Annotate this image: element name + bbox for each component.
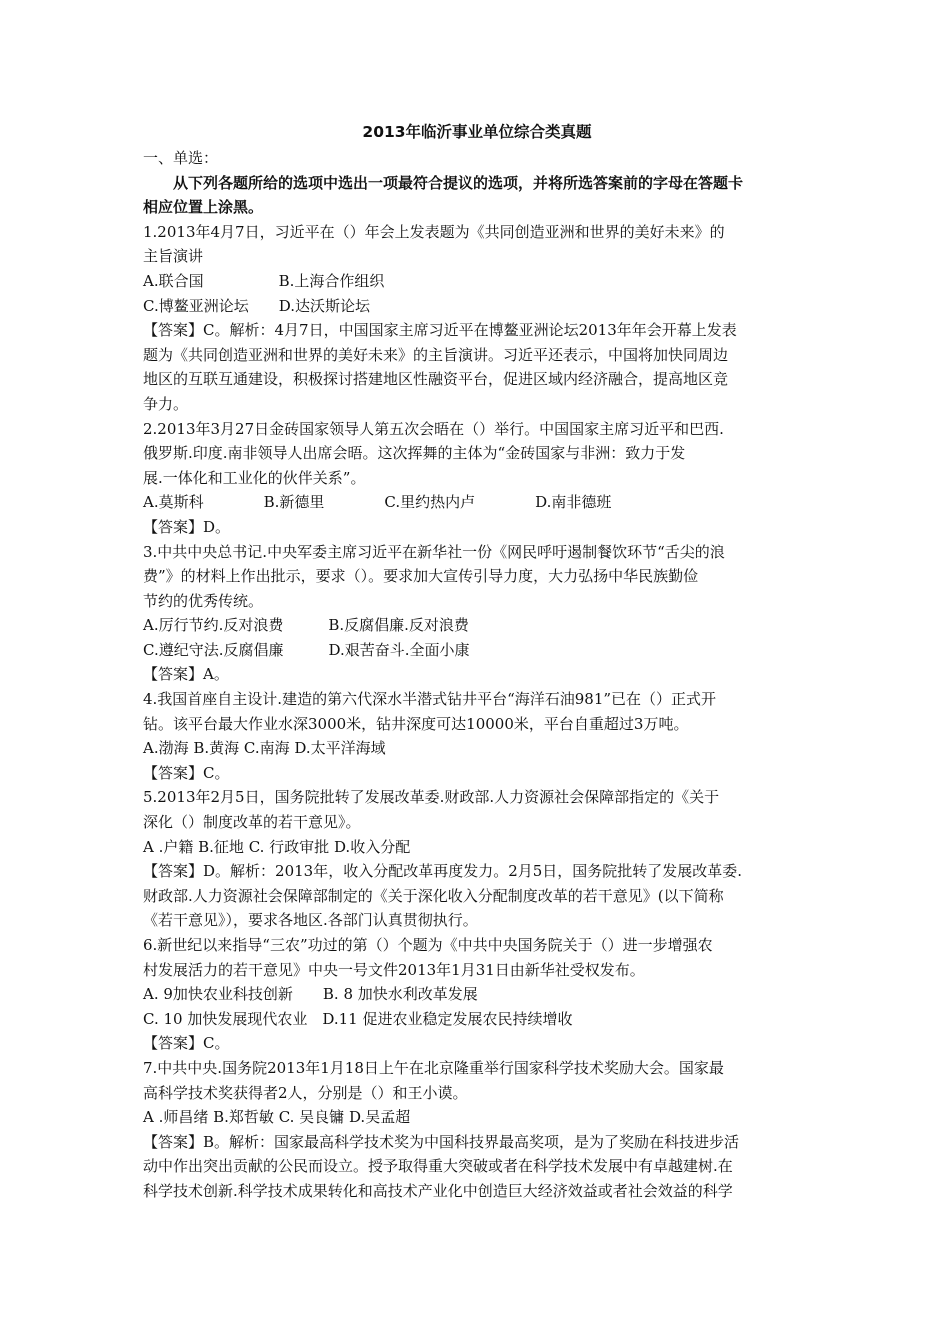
text-line: 【答案】D。解析：2013年，收入分配改革再度发力。2月5日，国务院批转了发展改革委. xyxy=(143,862,743,881)
text-line: A .师昌绪 B.郑哲敏 C. 吴良镛 D.吴孟超 xyxy=(143,1108,411,1127)
text-line: 【答案】C。 xyxy=(143,1034,230,1053)
text-line: A.渤海 B.黄海 C.南海 D.太平洋海域 xyxy=(143,739,386,758)
text-line: 4.我国首座自主设计.建造的第六代深水半潜式钻井平台“海洋石油981”已在（）正式开 xyxy=(143,690,717,709)
text-line: 【答案】C。 xyxy=(143,763,230,782)
document-title: 2013年临沂事业单位综合类真题 xyxy=(362,123,592,141)
text-line: A. 9加快农业科技创新 B. 8 加快水利改革发展 xyxy=(143,985,478,1004)
text-line: 展.一体化和工业化的伙伴关系”。 xyxy=(143,468,366,487)
text-line: 俄罗斯.印度.南非领导人出席会晤。这次挥舞的主体为“金砖国家与非洲：致力于发 xyxy=(143,444,686,463)
text-line: 地区的互联互通建设，积极探讨搭建地区性融资平台，促进区域内经济融合，提高地区竞 xyxy=(143,370,729,389)
document-body xyxy=(143,120,811,1204)
text-line: 费”》的材料上作出批示，要求（）。要求加大宣传引导力度，大力弘扬中华民族勤俭 xyxy=(143,567,699,586)
question-list xyxy=(143,220,811,1204)
text-line: 《若干意见》），要求各地区.各部门认真贯彻执行。 xyxy=(143,911,478,930)
text-line: C.遵纪守法.反腐倡廉 D.艰苦奋斗.全面小康 xyxy=(143,640,470,659)
text-line: 节约的优秀传统。 xyxy=(143,591,264,610)
text-line: A.莫斯科 B.新德里 C.里约热内卢 D.南非德班 xyxy=(143,493,612,512)
text-line: C.博鳌亚洲论坛 D.达沃斯论坛 xyxy=(143,296,370,315)
text-line: C. 10 加快发展现代农业 D.11 促进农业稳定发展农民持续增收 xyxy=(143,1009,573,1028)
text-line: 5.2013年2月5日，国务院批转了发展改革委.财政部.人力资源社会保障部指定的《关于 xyxy=(143,788,720,807)
text-line: 【答案】B。解析：国家最高科学技术奖为中国科技界最高奖项，是为了奖励在科技进步活 xyxy=(143,1132,740,1151)
text-line: 6.新世纪以来指导“三农”功过的第（）个题为《中共中央国务院关于（）进一步增强农 xyxy=(143,936,713,954)
text-line: 财政部.人力资源社会保障部制定的《关于深化收入分配制度改革的若干意见》(以下简称 xyxy=(143,886,724,905)
instruction-line: 从下列各题所给的选项中选出一项最符合提议的选项，并将所选答案前的字母在答题卡 xyxy=(173,173,744,192)
text-line: 动中作出突出贡献的公民而设立。授予取得重大突破或者在科学技术发展中有卓越建树.在 xyxy=(143,1157,733,1176)
text-line: 【答案】D。 xyxy=(143,517,231,536)
text-line: 题为《共同创造亚洲和世界的美好未来》的主旨演讲。习近平还表示，中国将加快同周边 xyxy=(143,345,729,364)
text-line: A .户籍 B.征地 C. 行政审批 D.收入分配 xyxy=(143,837,411,856)
text-line: A.厉行节约.反对浪费 B.反腐倡廉.反对浪费 xyxy=(143,616,469,635)
section-heading: 一、单选： xyxy=(143,149,219,167)
text-line: 2.2013年3月27日金砖国家领导人第五次会晤在（）举行。中国国家主席习近平和巴西. xyxy=(143,419,724,438)
text-line: 1.2013年4月7日，习近平在（）年会上发表题为《共同创造亚洲和世界的美好未来》的 xyxy=(143,222,725,241)
text-line: 争力。 xyxy=(143,394,189,413)
text-line: 钻。该平台最大作业水深3000米，钻井深度可达10000米，平台自重超过3万吨。 xyxy=(143,714,689,733)
text-line: 3.中共中央总书记.中央军委主席习近平在新华社一份《网民呼吁遏制餐饮环节“舌尖的浪 xyxy=(143,542,725,561)
text-line: 【答案】A。 xyxy=(143,665,229,684)
text-line: 科学技术创新.科学技术成果转化和高技术产业化中创造巨大经济效益或者社会效益的科学 xyxy=(143,1181,733,1200)
text-line: 主旨演讲 xyxy=(143,247,204,266)
text-line: 【答案】C。解析：4月7日，中国国家主席习近平在博鳌亚洲论坛2013年年会开幕上发表 xyxy=(143,321,737,340)
instruction-line: 相应位置上涂黑。 xyxy=(143,198,264,217)
text-line: 高科学技术奖获得者2人，分别是（）和王小谟。 xyxy=(143,1083,468,1102)
text-line: 村发展活力的若干意见》中央一号文件2013年1月31日由新华社受权发布。 xyxy=(143,960,645,979)
text-line: A.联合国 B.上海合作组织 xyxy=(143,271,385,290)
text-line: 7.中共中央.国务院2013年1月18日上午在北京隆重举行国家科学技术奖励大会。国家最 xyxy=(143,1058,724,1077)
text-line: 深化（）制度改革的若干意见》。 xyxy=(143,813,361,832)
